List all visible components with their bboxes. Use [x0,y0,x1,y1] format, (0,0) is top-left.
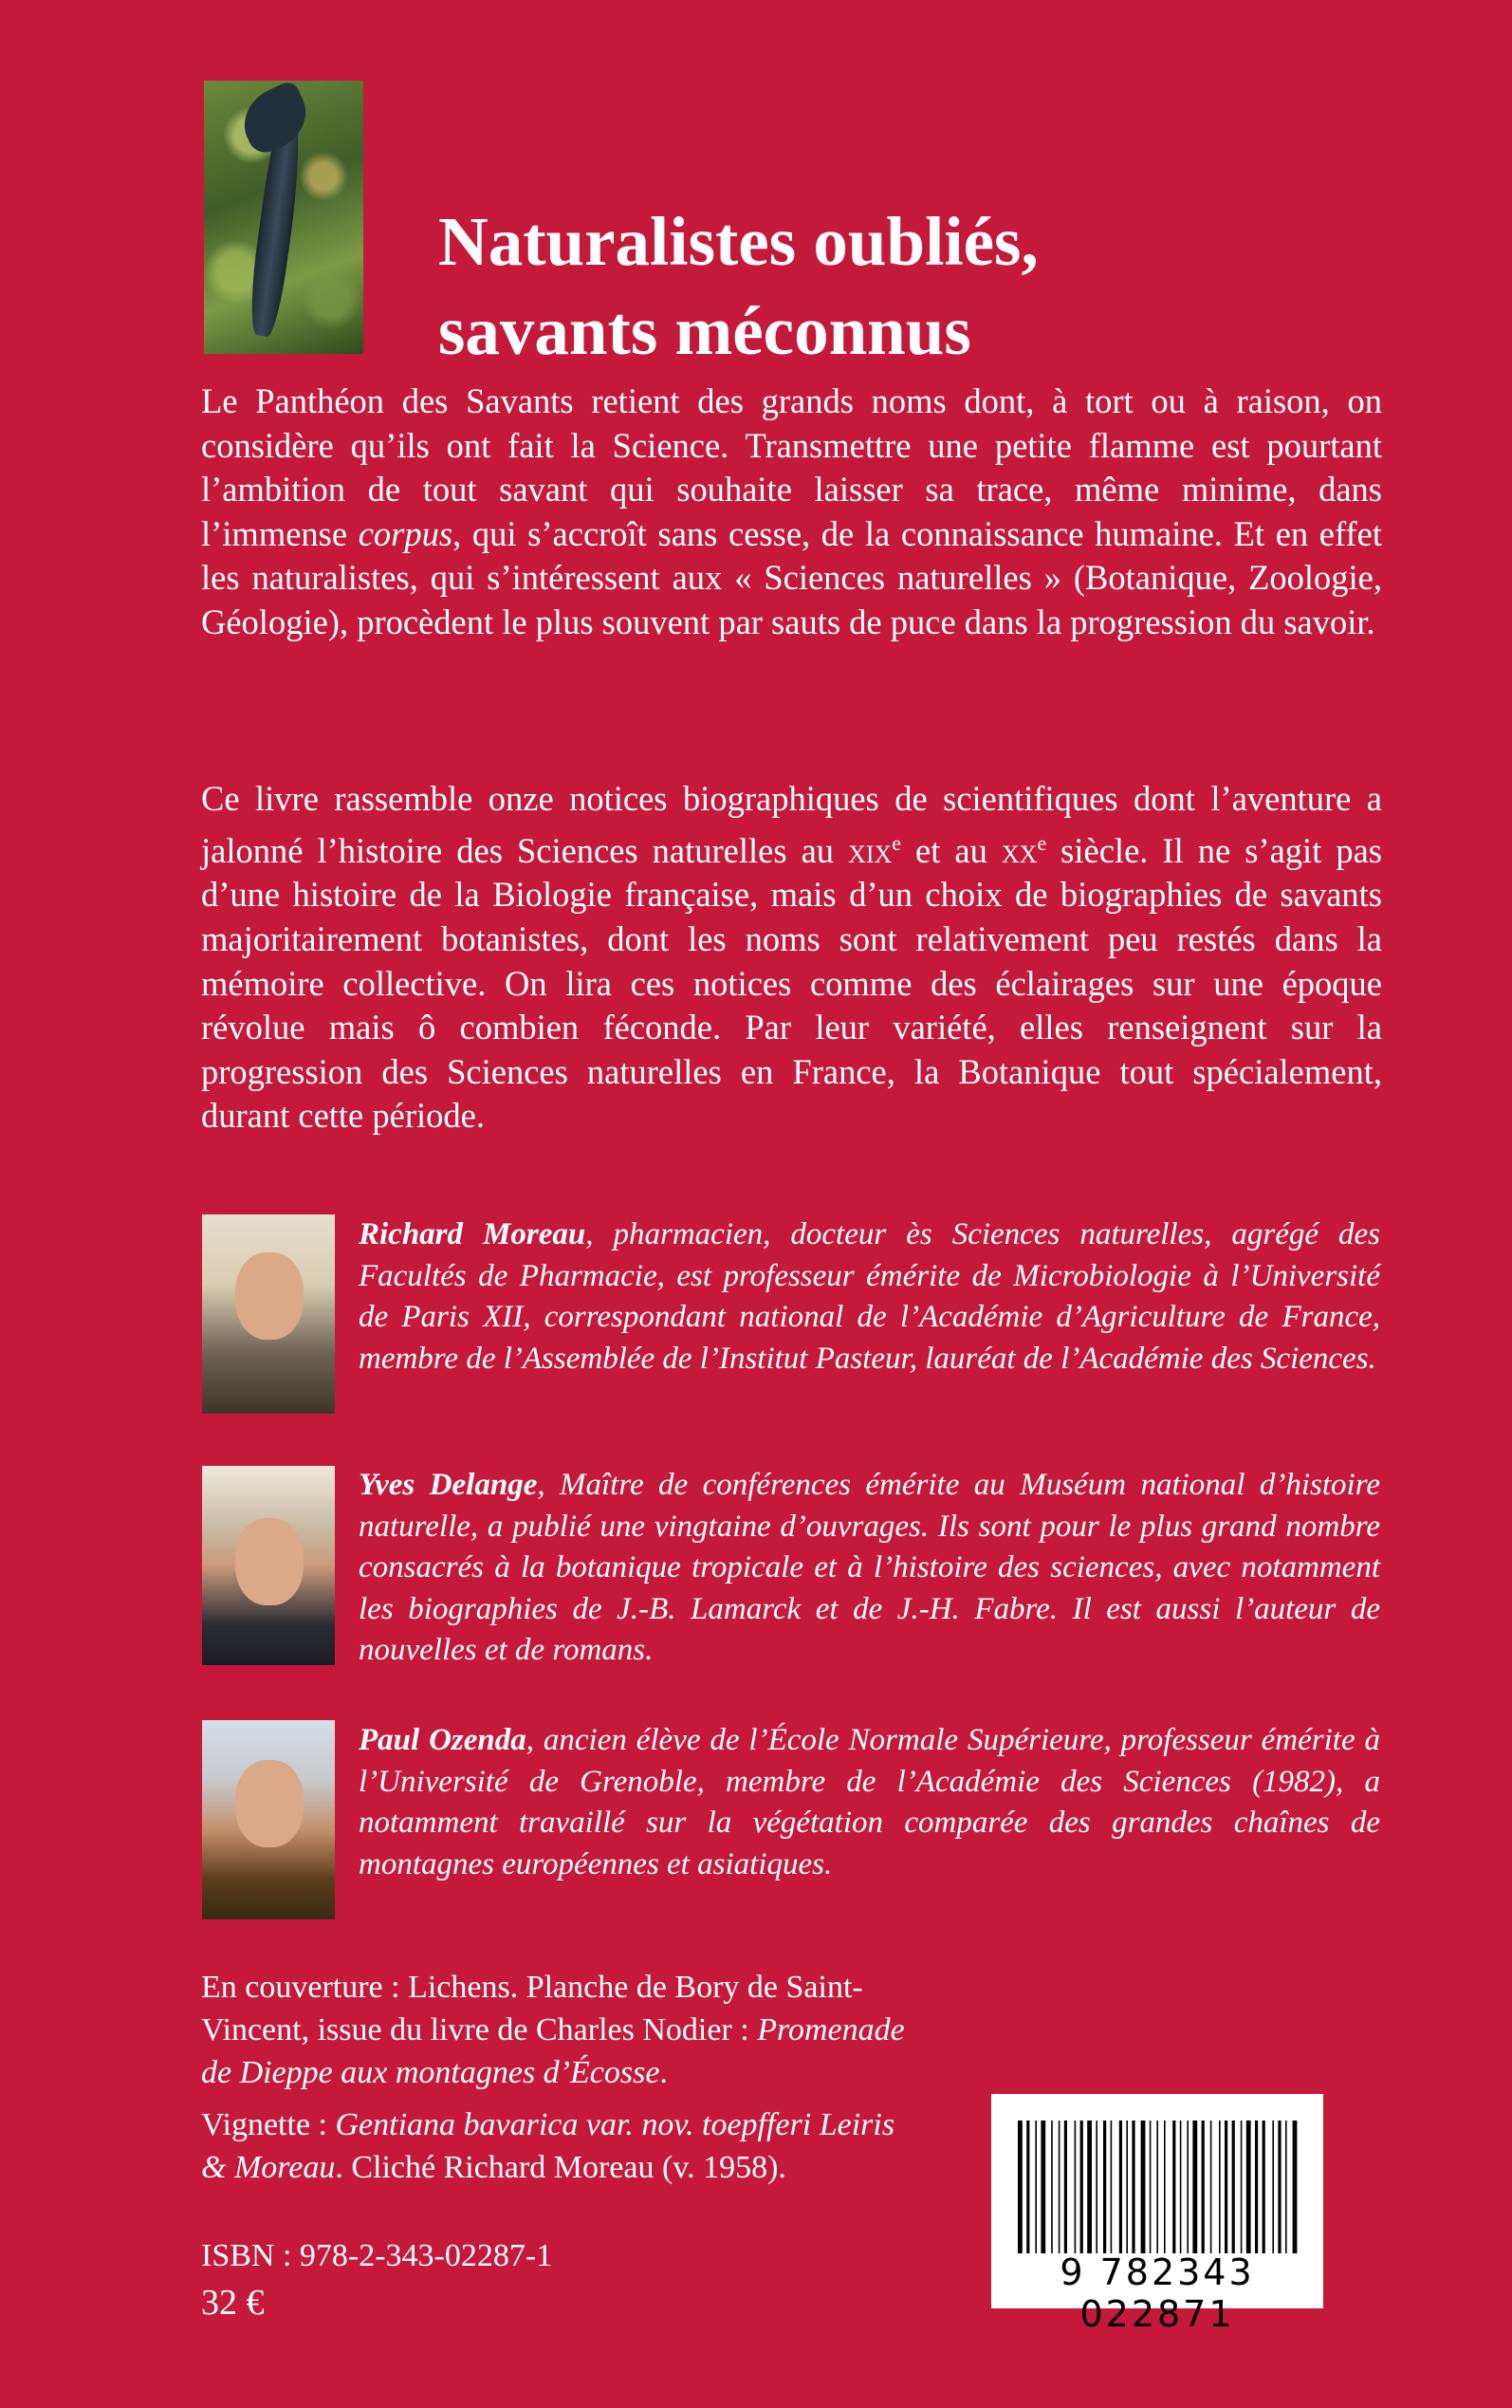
barcode-bar [1075,2121,1077,2253]
barcode-bar [1164,2121,1166,2253]
author-bio-ozenda [359,1720,1380,1885]
barcode-bar [1103,2121,1106,2253]
intro-italic: corpus [358,513,453,553]
century-sup-1: e [892,830,901,855]
author-bio-delange [359,1465,1380,1672]
author-bio-text: , Maître de conférences émérite au Muséum national d’histoire naturelle, a publié une vingtaine d’ouvrages. Ils sont pour le plus grand nombre consacrés à la botanique tropicale et à l’histoire des sciences, avec notamment les biographies de J.-B. Lamarck et de J.-H. Fabre. Il est aussi l’auteur de nouvelles et de romans. [359,1468,1380,1667]
century-19: xix [848,830,893,870]
barcode-bar [1119,2121,1122,2253]
author-bio-moreau [359,1214,1380,1380]
vignette-credit-italic-2: & Moreau [201,2150,336,2185]
barcode-bar [1187,2121,1189,2253]
barcode-bar [1126,2121,1128,2253]
author-photo-ozenda [202,1720,335,1919]
intro-text-1: Le Panthéon des Savants retient des grands noms dont, à tort ou à raison, on considère qu’ils ont fait la Science. Transmettre une petite flamme est pourtant l’ambition de tout savant qui souhaite laisser sa trace, même minime, dans l’immense [201,381,1382,553]
barcode-bar [1219,2121,1221,2253]
barcode-bar [1255,2121,1258,2253]
cover-credit-end: . [659,2055,668,2090]
title-line-2: savants méconnus [438,292,971,369]
vignette-credit-italic-1: Gentiana bavarica var. nov. toepfferi Leiris [335,2107,895,2142]
author-photo-moreau [202,1214,335,1414]
author-face [235,1518,304,1605]
barcode-bars [991,2094,1323,2255]
barcode-bar [1225,2121,1227,2253]
vignette-credit-suffix: . Cliché Richard Moreau (v. 1958). [335,2150,786,2185]
author-bio-text: , pharmacien, docteur ès Sciences naturelles, agrégé des Facultés de Pharmacie, est professeur émérite de Microbiologie à l’Université de Paris XII, correspondant national de l’Académie d’Agriculture de France, membre de l’Assemblée de l’Institut Pasteur, lauréat de l’Académie des Sciences. [359,1217,1380,1376]
barcode-bar [1202,2121,1205,2253]
barcode-bar [1035,2121,1037,2253]
barcode-bar [1087,2121,1092,2253]
barcode-bar [1064,2121,1067,2253]
barcode-bar [1272,2121,1274,2253]
summary-text-2: et au [901,830,1002,870]
barcode-bar [1278,2121,1281,2253]
isbn: ISBN : 978-2-343-02287-1 [201,2238,553,2273]
vignette-credit-prefix: Vignette : [201,2107,336,2142]
barcode-bar [1141,2121,1146,2253]
author-photo-delange [202,1466,335,1665]
cover-credit-line-1: En couverture : Lichens. Planche de Bory de Saint- [201,1970,863,2005]
barcode-bar [1111,2121,1113,2253]
century-sup-2: e [1037,830,1047,855]
intro-text-2: , qui s’accroît sans cesse, de la connaissance humaine. Et en effet les naturalistes, qui s’intéressent aux « Sciences naturelles » (Botanique, Zoologie, Géologie), procèdent le plus souvent par sauts de puce dans la progression du savoir. [201,513,1382,641]
cover-credit-italic-1: Promenade [757,2012,905,2047]
barcode-bar [1241,2121,1243,2253]
barcode-bar [1150,2121,1152,2253]
title-line-1: Naturalistes oubliés, [438,203,1039,280]
summary-text-3: siècle. Il ne s’agit pas d’une histoire de la Biologie française, mais d’un choix de biographies de savants majoritairement botanistes, dont les noms sont relativement peu restés dans la mémoire collective. On lira ces notices comme des éclairages sur une époque révolue mais ô combien féconde. Par leur variété, elles renseignent sur la progression des Sciences naturelles en France, la Botanique tout spécialement, durant cette période. [201,830,1382,1136]
barcode [991,2094,1323,2335]
barcode-bar [1285,2121,1287,2253]
author-bio-text: , ancien élève de l’École Normale Supérieure, professeur émérite à l’Université de Grenoble, membre de l’Académie des Sciences (1982), a notamment travaillé sur la végétation comparée des grandes chaînes de montagnes européennes et asiatiques. [359,1723,1380,1881]
barcode-bar [1180,2121,1182,2253]
barcode-digits: 9 782343 022871 [1060,2251,1255,2335]
author-face [235,1760,304,1847]
cover-vignette-photo [204,81,363,354]
barcode-bar [1246,2121,1251,2253]
cover-credit [201,1966,960,2094]
cover-credit-italic-2: de Dieppe aux montagnes d’Écosse [201,2055,660,2090]
vignette-credit [201,2103,960,2189]
summary-paragraph [201,777,1382,1139]
barcode-bar [1156,2121,1158,2253]
intro-paragraph [201,380,1382,645]
barcode-bar [1293,2121,1298,2253]
barcode-bar [1026,2121,1029,2253]
barcode-bar [1041,2121,1045,2253]
author-face [235,1252,304,1340]
barcode-bar [1132,2121,1134,2253]
barcode-bar [1059,2121,1060,2253]
barcode-bar [1192,2121,1197,2253]
author-name: Paul Ozenda [359,1723,526,1757]
barcode-bar [1172,2121,1175,2253]
price: 32 € [201,2283,265,2323]
barcode-bar [1263,2121,1265,2253]
barcode-bar [1232,2121,1235,2253]
barcode-bar [1210,2121,1212,2253]
barcode-bar [1096,2121,1097,2253]
century-20: xx [1001,830,1038,870]
cover-credit-line-2: Vincent, issue du livre de Charles Nodier : [201,2012,758,2047]
barcode-bar [1080,2121,1083,2253]
flower-petal [233,81,318,158]
summary-text-1: Ce livre rassemble onze notices biographiques de scientifiques dont l’aventure a jalonné l’histoire des Sciences naturelles au [201,779,1382,870]
book-title [438,197,1292,376]
author-name: Yves Delange [359,1468,538,1502]
barcode-bar [1018,2121,1023,2253]
author-name: Richard Moreau [359,1217,586,1251]
barcode-bar [1051,2121,1053,2253]
